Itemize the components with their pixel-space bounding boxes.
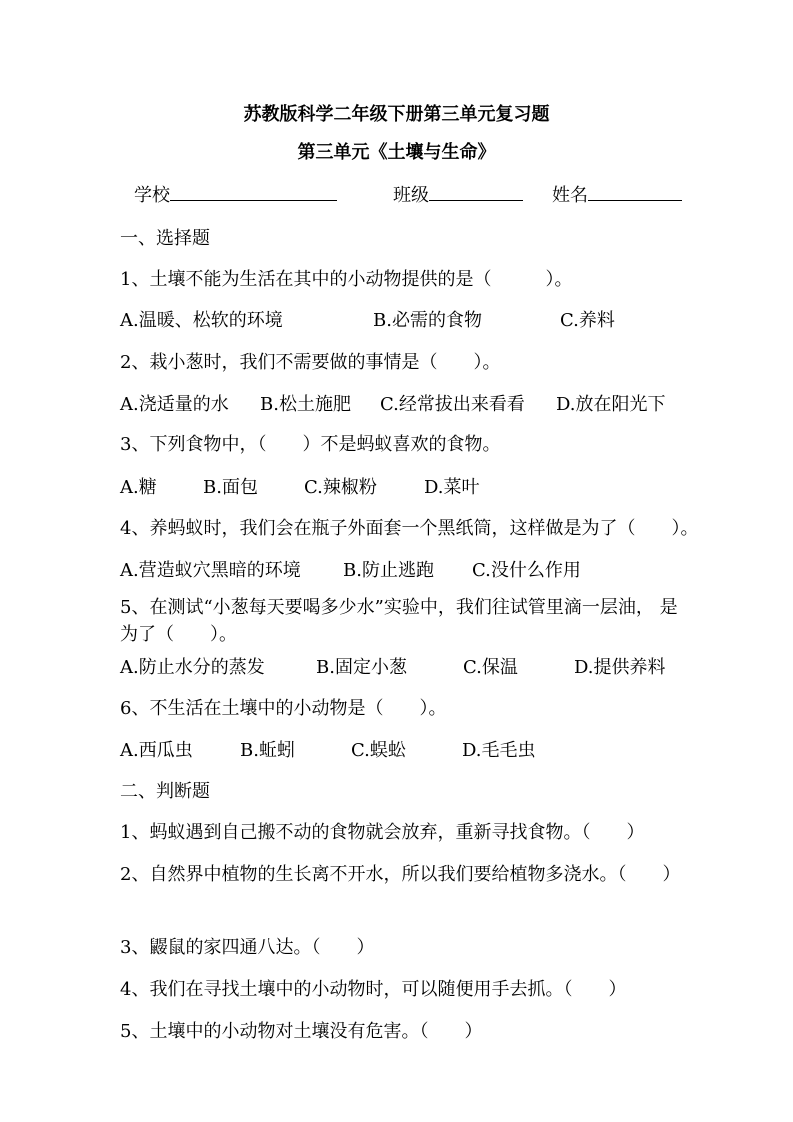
judgment-item: 1、蚂蚁遇到自己搬不动的食物就会放弃，重新寻找食物。（ ） [120, 822, 645, 843]
judgment-item: 4、我们在寻找土壤中的小动物时，可以随便用手去抓。（ ） [120, 979, 627, 1000]
judgment-item: 3、鼹鼠的家四通八达。（ ） [120, 937, 375, 958]
question-6: 6、不生活在土壤中的小动物是（ ）。 [120, 698, 447, 719]
option-a[interactable]: A.糖 [120, 477, 157, 498]
option-d[interactable]: D.提供养料 [574, 657, 666, 678]
option-b[interactable]: B.防止逃跑 [343, 560, 434, 581]
option-a[interactable]: A.浇适量的水 [120, 394, 229, 415]
class-field [393, 183, 523, 207]
question-5-line1: 5、在测试“小葱每天要喝多少水”实验中，我们往试管里滴一层油， 是 [120, 597, 678, 618]
option-c[interactable]: C.没什么作用 [472, 560, 581, 581]
option-b[interactable]: B.必需的食物 [373, 310, 482, 331]
question-2: 2、栽小葱时，我们不需要做的事情是（ ）。 [120, 352, 501, 373]
question-4: 4、养蚂蚁时，我们会在瓶子外面套一个黑纸筒，这样做是为了（ ）。 [120, 518, 699, 539]
page-title: 苏教版科学二年级下册第三单元复习题 [243, 104, 550, 125]
class-blank[interactable] [429, 183, 523, 201]
option-d[interactable]: D.菜叶 [424, 477, 480, 498]
question-1: 1、土壤不能为生活在其中的小动物提供的是（ ）。 [120, 269, 573, 290]
section-heading-judgment: 二、判断题 [120, 781, 210, 802]
option-d[interactable]: D.放在阳光下 [556, 394, 666, 415]
name-blank[interactable] [588, 183, 682, 201]
question-5-line2: 为了（ ）。 [120, 624, 237, 645]
option-c[interactable]: C.辣椒粉 [304, 477, 377, 498]
school-label: 学校 [134, 185, 170, 206]
school-blank[interactable] [170, 183, 337, 201]
option-c[interactable]: C.养料 [560, 310, 615, 331]
option-a[interactable]: A.防止水分的蒸发 [120, 657, 265, 678]
option-c[interactable]: C.蜈蚣 [351, 740, 406, 761]
name-field [552, 183, 682, 207]
option-b[interactable]: B.松土施肥 [260, 394, 351, 415]
school-field [134, 183, 337, 207]
option-d[interactable]: D.毛毛虫 [462, 740, 536, 761]
option-b[interactable]: B.固定小葱 [316, 657, 407, 678]
name-label: 姓名 [552, 185, 588, 206]
judgment-item: 5、土壤中的小动物对土壤没有危害。（ ） [120, 1021, 483, 1042]
option-c[interactable]: C.保温 [463, 657, 518, 678]
option-a[interactable]: A.营造蚁穴黑暗的环境 [120, 560, 301, 581]
option-a[interactable]: A.西瓜虫 [120, 740, 193, 761]
judgment-item: 2、自然界中植物的生长离不开水，所以我们要给植物多浇水。（ ） [120, 864, 681, 885]
option-b[interactable]: B.面包 [203, 477, 258, 498]
section-heading-choice: 一、选择题 [120, 228, 210, 249]
option-c[interactable]: C.经常拔出来看看 [380, 394, 525, 415]
class-label: 班级 [393, 185, 429, 206]
page-subtitle: 第三单元《土壤与生命》 [297, 142, 496, 163]
option-b[interactable]: B.蚯蚓 [240, 740, 295, 761]
option-a[interactable]: A.温暖、松软的环境 [120, 310, 283, 331]
question-3: 3、下列食物中，（ ）不是蚂蚁喜欢的食物。 [120, 434, 501, 455]
